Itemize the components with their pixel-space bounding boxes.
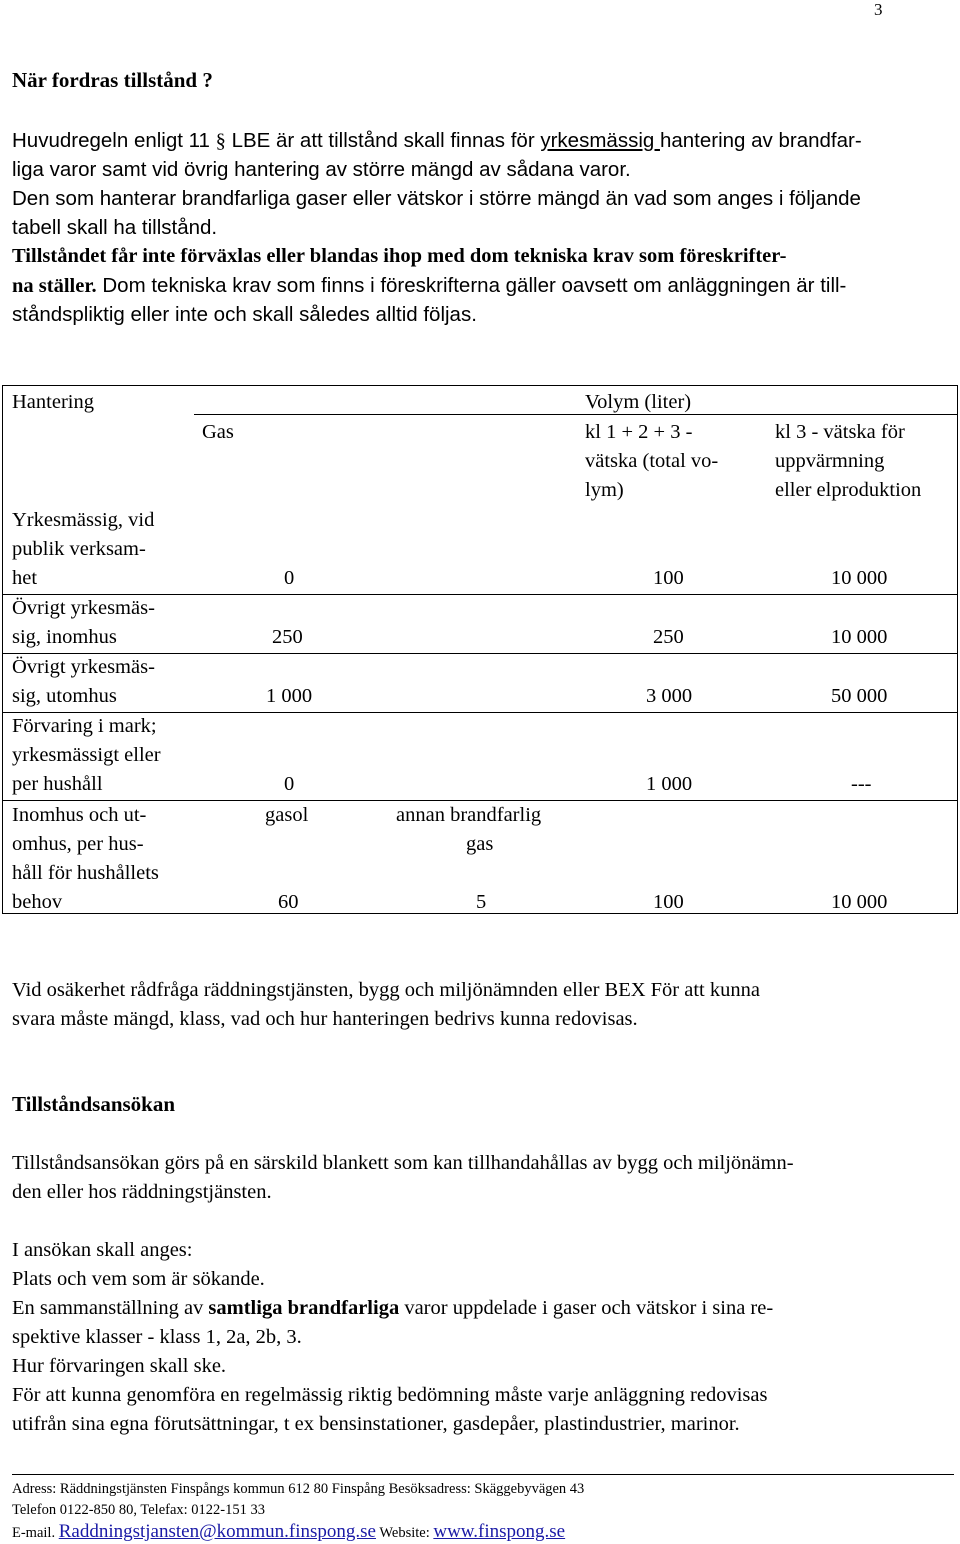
underlined-yrkesmassig: yrkesmässig: [540, 129, 660, 152]
row1-label-2: publik verksam-: [12, 538, 146, 560]
intro-line-3: Den som hanterar brandfarliga gaser eller vätskor i större mängd än vad som anges i följande: [12, 187, 861, 210]
row5-gasol-head: gasol: [265, 804, 309, 826]
list-item-3: Hur förvaringen skall ske.: [12, 1355, 227, 1377]
row5-label-1: Inomhus och ut-: [12, 804, 147, 826]
header-kl123-line3: lym): [585, 479, 624, 501]
row1-kl123: 100: [653, 567, 684, 589]
row5-annan: 5: [476, 891, 487, 913]
row2-kl3: 10 000: [831, 626, 888, 648]
header-hantering: Hantering: [12, 391, 94, 413]
header-kl3-line3: eller elproduktion: [775, 479, 922, 501]
list-intro: I ansökan skall anges:: [12, 1239, 193, 1261]
row3-label-2: sig, utomhus: [12, 685, 117, 707]
website-link[interactable]: www.finspong.se: [433, 1521, 566, 1542]
row5-gasol: 60: [278, 891, 299, 913]
application-line-1: Tillståndsansökan görs på en särskild blankett som kan tillhandahållas av bygg och miljönämn-: [12, 1152, 794, 1174]
footer-divider: [12, 1474, 954, 1475]
heading-tillstand: När fordras tillstånd ?: [12, 68, 213, 92]
row3-kl3: 50 000: [831, 685, 888, 707]
website-label: Website:: [379, 1525, 430, 1541]
email-link[interactable]: Raddningstjansten@kommun.finspong.se: [58, 1521, 376, 1542]
footer-contact: [12, 1521, 565, 1544]
advice-line-2: svara måste mängd, klass, vad och hur hanteringen bedrivs kunna redovisas.: [12, 1008, 638, 1030]
page-number: 3: [874, 0, 883, 19]
footer-phone: Telefon 0122-850 80, Telefax: 0122-151 33: [12, 1502, 266, 1518]
row4-kl123: 1 000: [646, 773, 693, 795]
row4-kl3: ---: [851, 773, 872, 795]
row2-kl123: 250: [653, 626, 684, 648]
row3-kl123: 3 000: [646, 685, 693, 707]
heading-tillstandsansokan: Tillståndsansökan: [12, 1092, 176, 1116]
list-item-2-line-2: spektive klasser - klass 1, 2a, 2b, 3.: [12, 1326, 302, 1348]
row2-label-2: sig, inomhus: [12, 626, 117, 648]
paragraph-sign: §: [215, 130, 226, 152]
row4-label-1: Förvaring i mark;: [12, 715, 157, 737]
intro-line-1: Huvudregeln enligt 11 § LBE är att tillstånd skall finnas för yrkesmässig hantering av brandfar-: [12, 129, 862, 152]
row1-label-3: het: [12, 567, 38, 589]
intro-line-4: tabell skall ha tillstånd.: [12, 216, 218, 239]
header-volym: Volym (liter): [585, 391, 692, 413]
intro-line-6: na ställer. Dom tekniska krav som finns i föreskrifterna gäller oavsett om anläggningen är till-: [12, 274, 847, 297]
header-kl3-line1: kl 3 - vätska för: [775, 421, 905, 443]
email-label: E-mail.: [12, 1525, 56, 1541]
header-kl123-line2: vätska (total vo-: [585, 450, 719, 472]
row2-gas: 250: [272, 626, 303, 648]
row3-gas: 1 000: [266, 685, 313, 707]
list-item-1: Plats och vem som är sökande.: [12, 1268, 265, 1290]
row5-kl123: 100: [653, 891, 684, 913]
list-item-2: En sammanställning av samtliga brandfarliga varor uppdelade i gaser och vätskor i sina re-: [12, 1297, 774, 1319]
row5-annan-head-1: annan brandfarlig: [396, 804, 542, 826]
row5-label-2: omhus, per hus-: [12, 833, 144, 855]
list-item-4-line-2: utifrån sina egna förutsättningar, t ex bensinstationer, gasdepåer, plastindustrier, marinor.: [12, 1413, 740, 1435]
header-kl3-line2: uppvärmning: [775, 450, 885, 472]
row1-kl3: 10 000: [831, 567, 888, 589]
header-divider: [194, 414, 958, 415]
advice-line-1: Vid osäkerhet rådfråga räddningstjänsten, bygg och miljönämnden eller BEX För att kunna: [12, 979, 760, 1001]
row1-label-1: Yrkesmässig, vid: [12, 509, 155, 531]
application-line-2: den eller hos räddningstjänsten.: [12, 1181, 272, 1203]
row5-label-3: håll för hushållets: [12, 862, 159, 884]
footer-address: Adress: Räddningstjänsten Finspångs kommun 612 80 Finspång Besöksadress: Skäggebyvägen 43: [12, 1481, 585, 1497]
header-gas: Gas: [202, 421, 234, 443]
intro-line-5: Tillståndet får inte förväxlas eller blandas ihop med dom tekniska krav som föreskrifter-: [12, 245, 787, 267]
row4-gas: 0: [284, 773, 295, 795]
row3-label-1: Övrigt yrkesmäs-: [12, 656, 155, 678]
row4-label-2: yrkesmässigt eller: [12, 744, 161, 766]
intro-line-7: ståndspliktig eller inte och skall således alltid följas.: [12, 303, 477, 326]
row5-annan-head-2: gas: [466, 833, 494, 855]
row5-kl3: 10 000: [831, 891, 888, 913]
row5-label-4: behov: [12, 891, 63, 913]
row2-label-1: Övrigt yrkesmäs-: [12, 597, 155, 619]
list-item-4: För att kunna genomföra en regelmässig riktig bedömning måste varje anläggning redovisas: [12, 1384, 768, 1406]
header-kl123-line1: kl 1 + 2 + 3 -: [585, 421, 693, 443]
row4-label-3: per hushåll: [12, 773, 103, 795]
intro-line-2: liga varor samt vid övrig hantering av större mängd av sådana varor.: [12, 158, 631, 181]
row1-gas: 0: [284, 567, 295, 589]
